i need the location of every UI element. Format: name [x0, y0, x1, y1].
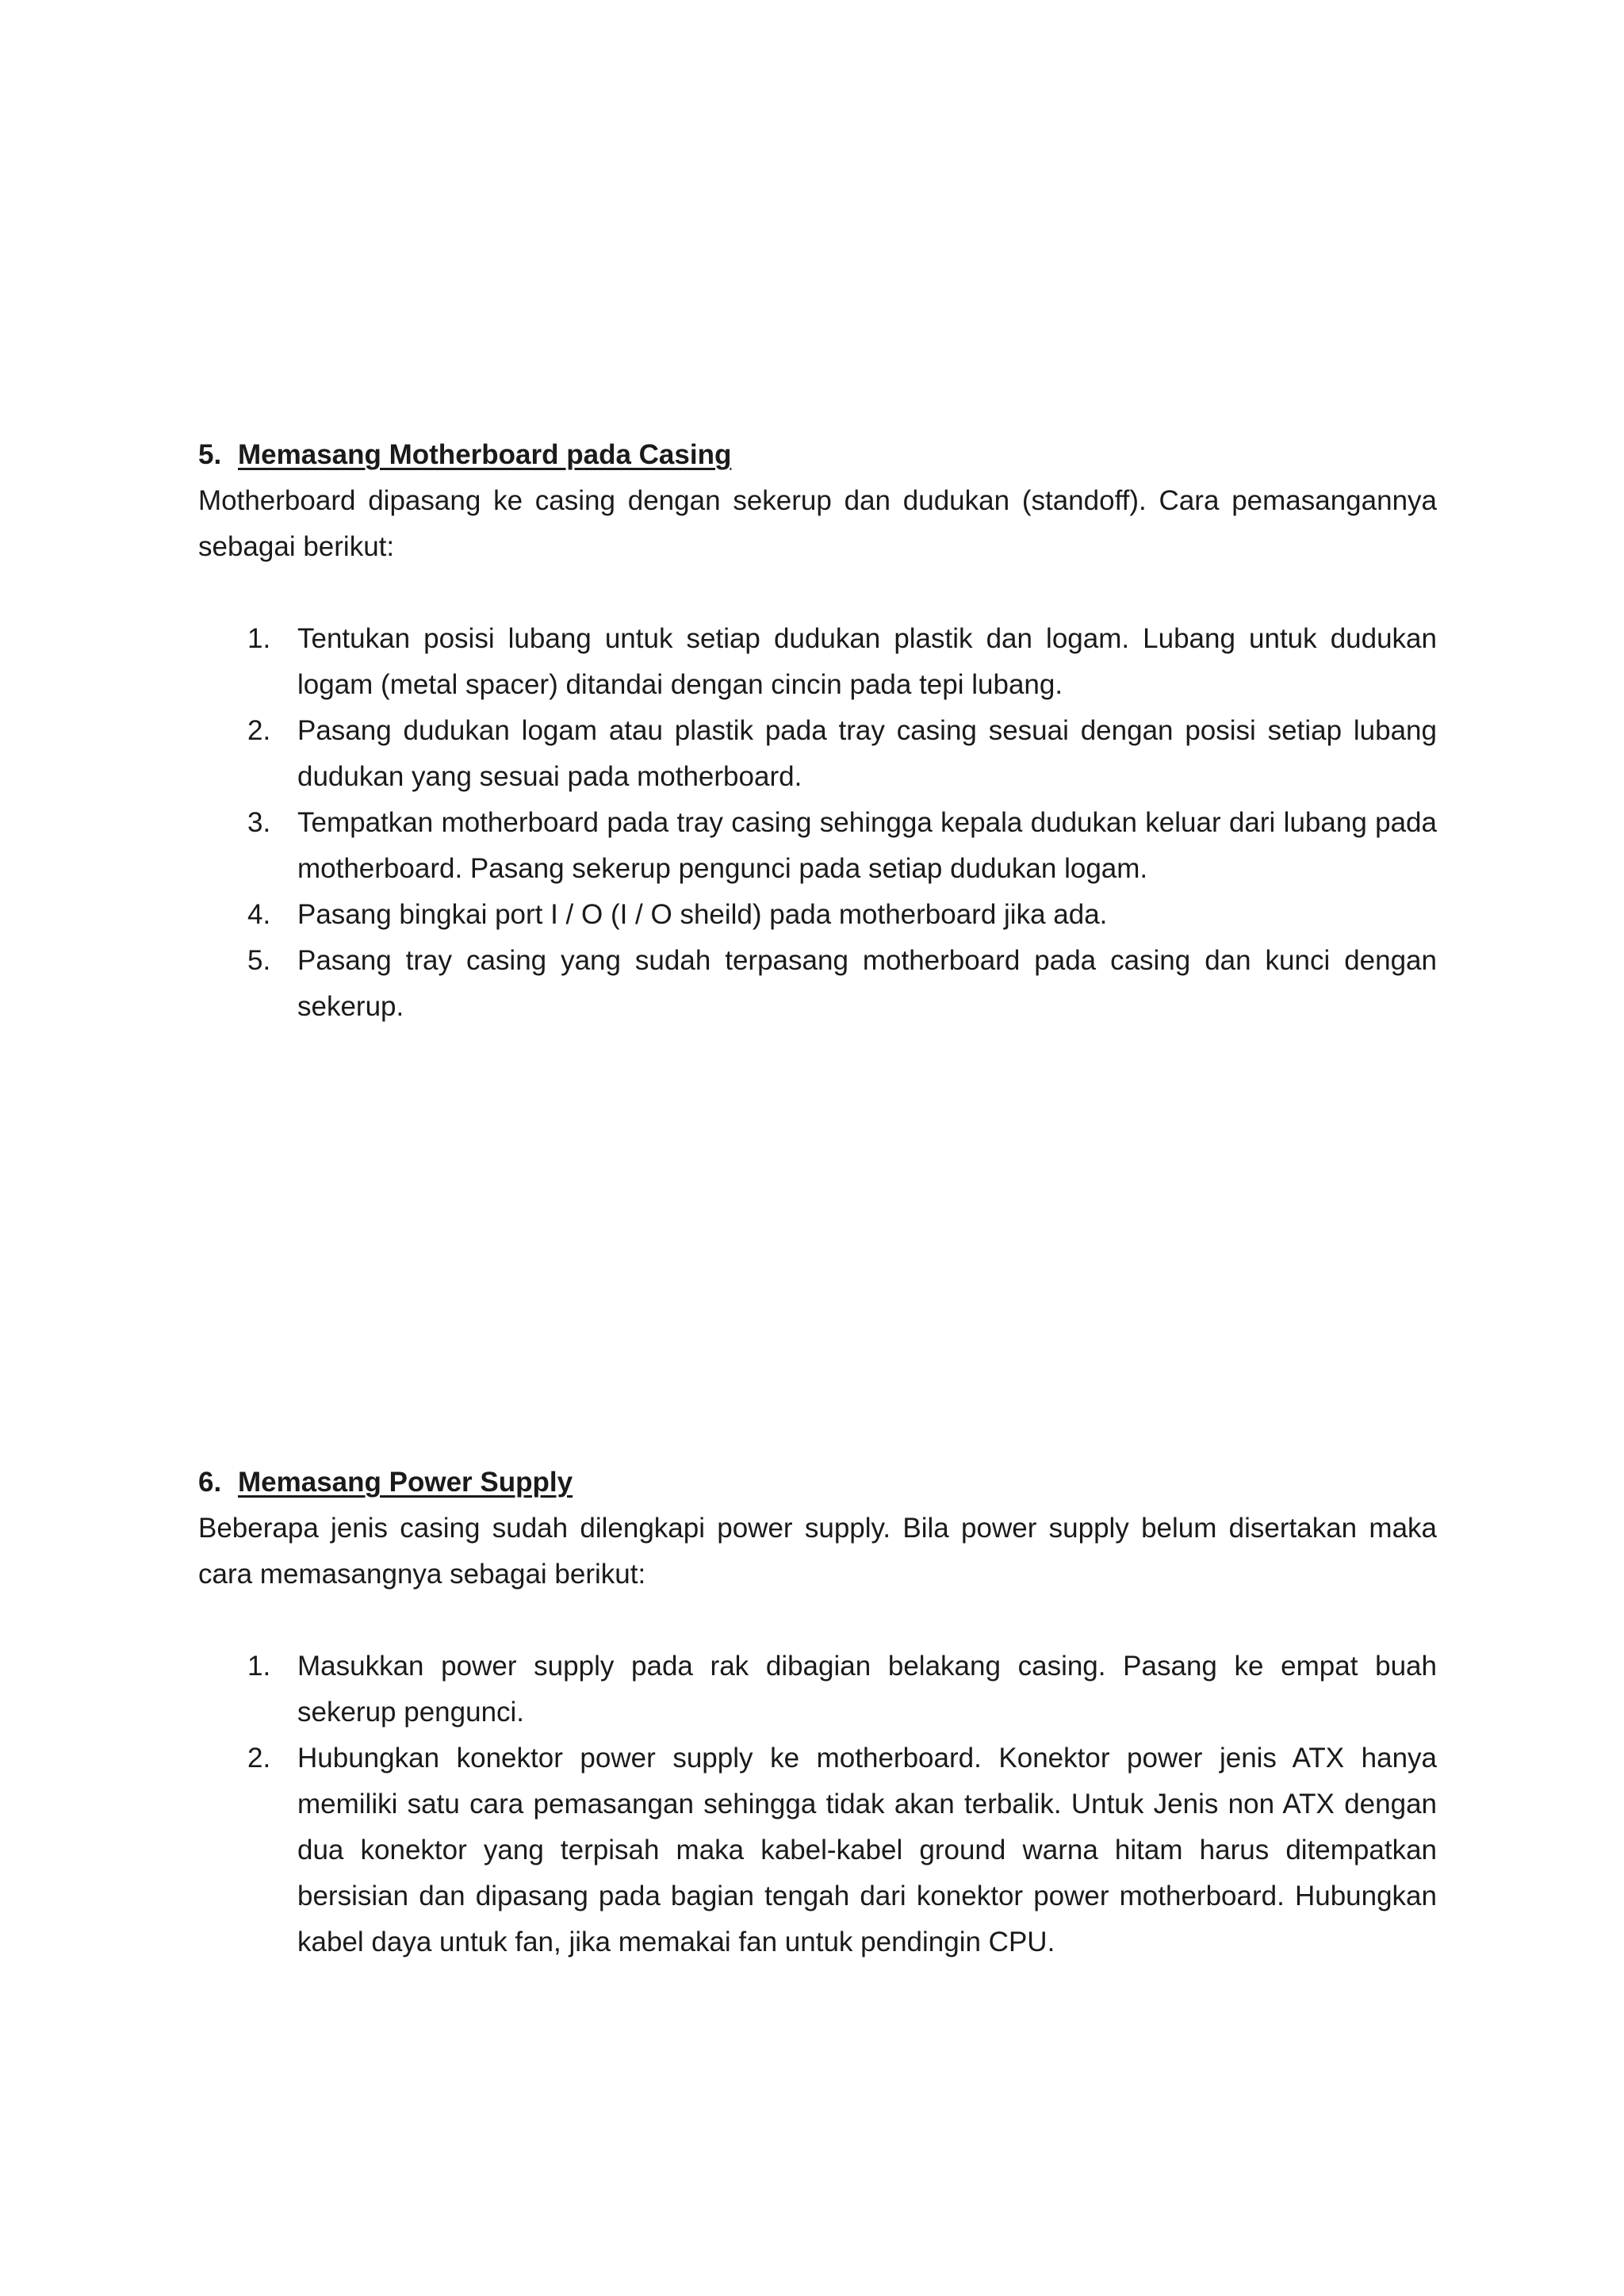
list-item-text: Hubungkan konektor power supply ke motherboard. Konektor power jenis ATX hanya memiliki satu cara pemasangan sehingga tidak akan terbalik. Untuk Jenis non ATX dengan dua konektor yang terpisah maka kabel-kabel ground warna hitam harus ditempatkan bersisian dan dipasang pada bagian tengah dari konektor power motherboard. Hubungkan kabel daya untuk fan, jika memakai fan untuk pendingin CPU.: [297, 1743, 1437, 1957]
list-item-text: Tentukan posisi lubang untuk setiap dudukan plastik dan logam. Lubang untuk dudukan logam (metal spacer) ditandai dengan cincin pada tepi lubang.: [297, 623, 1437, 700]
section-title: Memasang Power Supply: [238, 1467, 573, 1498]
steps-list: [198, 616, 1437, 1030]
section-title: Memasang Motherboard pada Casing: [238, 439, 732, 470]
list-item: [198, 800, 1437, 892]
list-marker: 3.: [247, 807, 271, 838]
section-heading: [198, 432, 1437, 478]
section-intro: Beberapa jenis casing sudah dilengkapi power supply. Bila power supply belum disertakan maka cara memasangnya sebagai berikut:: [198, 1513, 1437, 1590]
list-item: [198, 938, 1437, 1030]
section-power-supply: [198, 1460, 1437, 1965]
list-marker: 2.: [247, 715, 271, 746]
section-number: 5.: [198, 439, 222, 470]
section-number: 6.: [198, 1467, 222, 1498]
list-item: [198, 616, 1437, 708]
list-item: [198, 708, 1437, 800]
section-intro: Motherboard dipasang ke casing dengan sekerup dan dudukan (standoff). Cara pemasangannya sebagai berikut:: [198, 485, 1437, 562]
list-marker: 1.: [247, 1651, 271, 1682]
list-marker: 5.: [247, 945, 271, 976]
steps-list: [198, 1644, 1437, 1965]
section-heading: [198, 1460, 1437, 1506]
section-motherboard: [198, 432, 1437, 1030]
list-item-text: Pasang bingkai port I / O (I / O sheild) pada motherboard jika ada.: [297, 899, 1108, 930]
list-marker: 1.: [247, 623, 271, 654]
list-item: [198, 892, 1437, 938]
list-item-text: Tempatkan motherboard pada tray casing sehingga kepala dudukan keluar dari lubang pada motherboard. Pasang sekerup pengunci pada setiap dudukan logam.: [297, 807, 1437, 884]
list-marker: 2.: [247, 1743, 271, 1774]
list-item-text: Pasang tray casing yang sudah terpasang motherboard pada casing dan kunci dengan sekerup.: [297, 945, 1437, 1022]
list-item: [198, 1735, 1437, 1965]
list-marker: 4.: [247, 899, 271, 930]
list-item: [198, 1644, 1437, 1735]
list-item-text: Masukkan power supply pada rak dibagian belakang casing. Pasang ke empat buah sekerup pengunci.: [297, 1651, 1437, 1728]
list-item-text: Pasang dudukan logam atau plastik pada tray casing sesuai dengan posisi setiap lubang dudukan yang sesuai pada motherboard.: [297, 715, 1437, 792]
